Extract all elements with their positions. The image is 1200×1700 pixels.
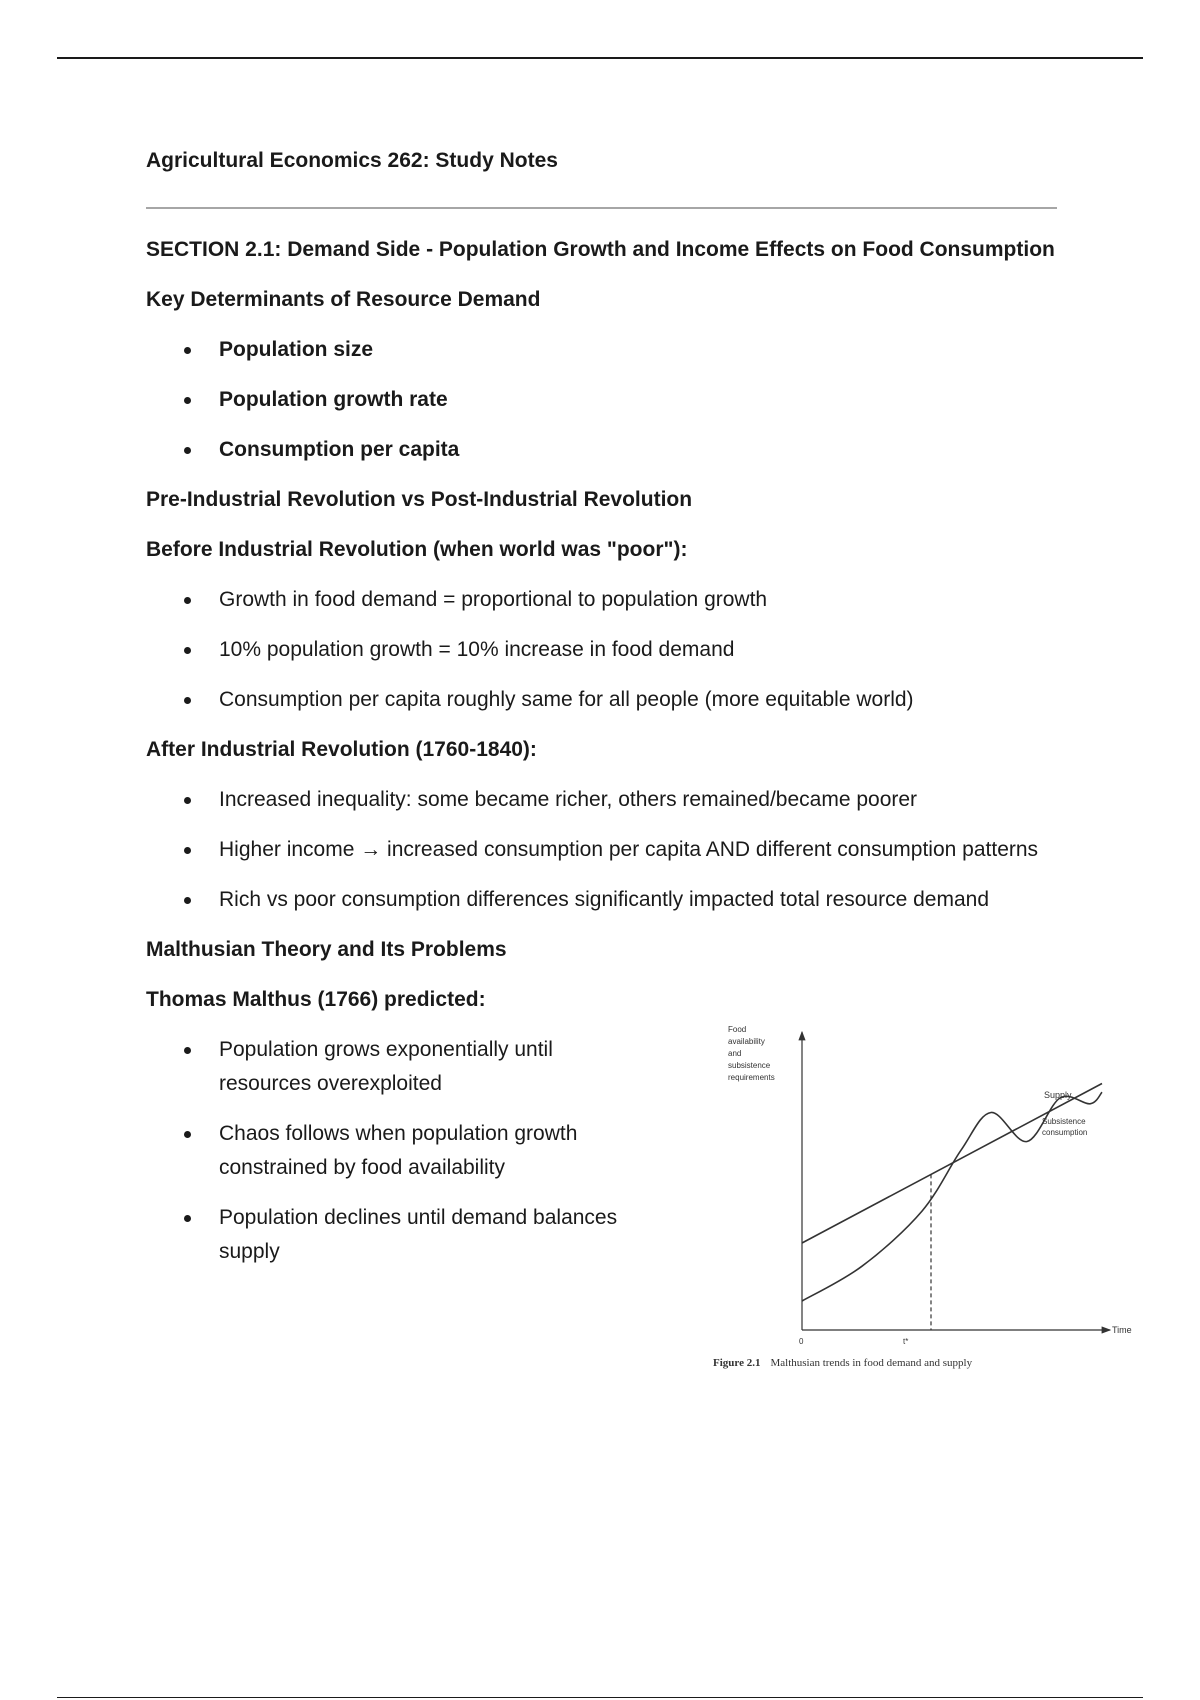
list-item: Consumption per capita roughly same for all people (more equitable world) <box>146 683 1066 717</box>
section-heading: SECTION 2.1: Demand Side - Population Growth and Income Effects on Food Consumption <box>146 238 1055 261</box>
list-item: Chaos follows when population growth constrained by food availability <box>146 1117 639 1185</box>
y-axis-label-line: Food <box>728 1025 747 1034</box>
x-axis-label: Time <box>1112 1325 1132 1335</box>
x-tick-tstar: t* <box>903 1337 909 1346</box>
list-item: Increased inequality: some became richer, others remained/became poorer <box>146 783 1066 817</box>
list-item: Population size <box>146 333 1066 367</box>
figure-caption <box>713 1357 972 1369</box>
list-item: Population growth rate <box>146 383 1066 417</box>
subsistence-label-line: Subsistence <box>1042 1117 1086 1126</box>
list-item: Growth in food demand = proportional to population growth <box>146 583 1066 617</box>
subsistence-legend-label <box>1042 1117 1087 1137</box>
y-axis-label-line: requirements <box>728 1073 775 1082</box>
after-industrial-list <box>146 783 1066 917</box>
title-divider <box>146 207 1057 209</box>
list-item: Population grows exponentially until resources overexploited <box>146 1033 639 1101</box>
subsistence-label-line: consumption <box>1042 1128 1088 1137</box>
after-industrial-heading: After Industrial Revolution (1760-1840): <box>146 738 537 761</box>
figure-title: Malthusian trends in food demand and supply <box>770 1357 973 1369</box>
malthusian-chart <box>686 1020 1136 1355</box>
malthus-subheading: Thomas Malthus (1766) predicted: <box>146 988 486 1011</box>
y-axis-label-line: subsistence <box>728 1061 771 1070</box>
x-tick-zero: 0 <box>799 1337 804 1346</box>
y-axis-label-line: and <box>728 1049 742 1058</box>
before-industrial-heading: Before Industrial Revolution (when world was "poor"): <box>146 538 688 561</box>
before-industrial-list <box>146 583 1066 717</box>
key-determinants-list <box>146 333 1066 467</box>
list-item: Consumption per capita <box>146 433 1066 467</box>
comparison-heading: Pre-Industrial Revolution vs Post-Industrial Revolution <box>146 488 693 511</box>
supply-legend-label: Supply <box>1044 1090 1072 1100</box>
malthus-heading: Malthusian Theory and Its Problems <box>146 938 507 961</box>
list-item: Population declines until demand balances supply <box>146 1201 639 1269</box>
key-determinants-heading: Key Determinants of Resource Demand <box>146 288 541 311</box>
y-axis-label-line: availability <box>728 1037 765 1046</box>
page-bottom-rule <box>57 1697 1143 1698</box>
page-top-rule <box>57 57 1143 59</box>
malthusian-figure <box>686 1020 1136 1380</box>
document-title: Agricultural Economics 262: Study Notes <box>146 149 558 172</box>
list-item: 10% population growth = 10% increase in food demand <box>146 633 1066 667</box>
y-axis-label <box>728 1025 775 1082</box>
list-item: Rich vs poor consumption differences significantly impacted total resource demand <box>146 883 1066 917</box>
figure-number: Figure 2.1 <box>713 1357 761 1369</box>
list-item: Higher income → increased consumption per capita AND different consumption patterns <box>146 833 1066 867</box>
